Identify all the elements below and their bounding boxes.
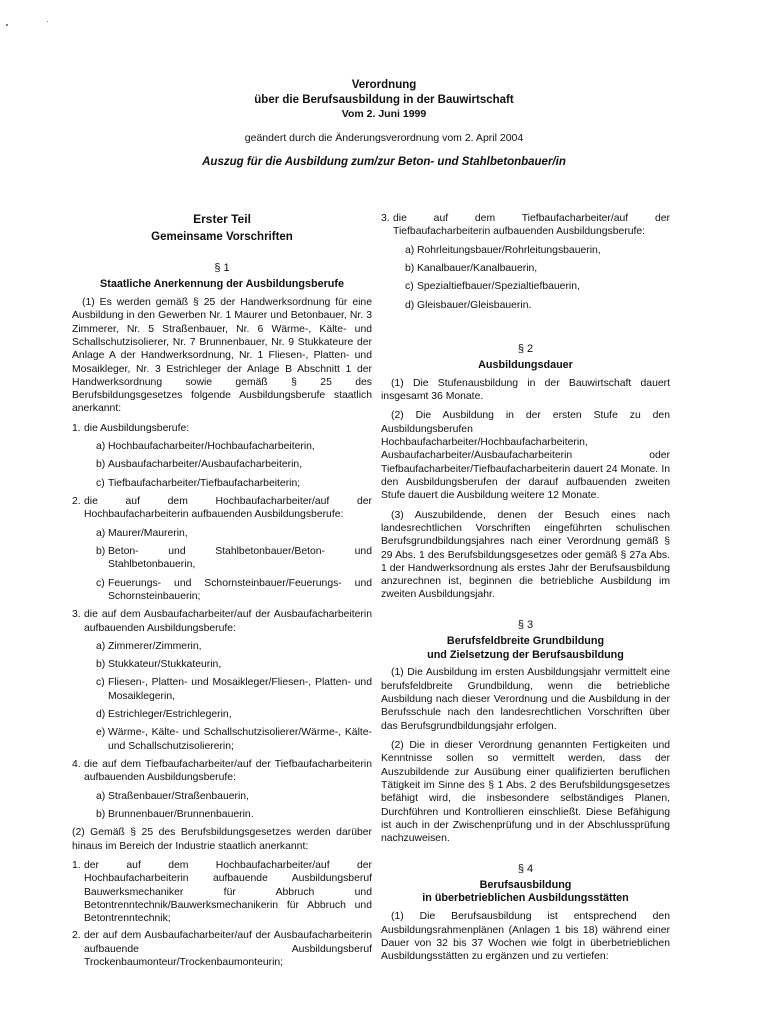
- list-item-text: die auf dem Ausbaufacharbeiter/auf der Ausbaufacharbeiterin aufbauenden Ausbildungsberufe:: [84, 609, 372, 634]
- sub-list-item: [84, 676, 372, 703]
- sub-list-item-text: Estrichleger/Estrichlegerin,: [108, 709, 232, 721]
- sub-list: [84, 440, 372, 490]
- sub-list-item: [84, 790, 372, 803]
- document-date: Vom 2. Juni 1999: [341, 108, 427, 121]
- sub-list-item-text: Gleisbauer/Gleisbauerin.: [417, 299, 532, 311]
- sub-list-item-text: Beton- und Stahlbetonbauer/Beton- und Stahlbetonbauerin,: [108, 545, 372, 571]
- sub-list-item-text: Tiefbaufacharbeiter/Tiefbaufacharbeiterin;: [108, 477, 301, 489]
- sub-list-marker: d): [405, 299, 415, 311]
- list-item: [72, 758, 372, 821]
- left-column: [72, 212, 372, 973]
- section-heading: Berufsfeldbreite Grundbildung: [446, 634, 605, 647]
- scan-speck: [47, 21, 48, 22]
- sub-list-item: [84, 708, 372, 721]
- list-marker: 1.: [72, 859, 81, 871]
- sub-list-item: [393, 299, 670, 312]
- list-item-text: die Ausbildungsberufe:: [84, 422, 190, 434]
- sub-list-marker: d): [96, 709, 106, 721]
- document-title: Verordnung: [351, 79, 417, 91]
- sub-list-marker: a): [96, 640, 106, 652]
- list-item-text: die auf dem Hochbaufacharbeiter/auf der Hochbaufacharbeiterin aufbauenden Ausbildungsberufe:: [84, 496, 372, 521]
- sub-list-item: [84, 640, 372, 653]
- sub-list-item: [84, 527, 372, 540]
- sub-list-item: [84, 577, 372, 604]
- sub-list-item: [393, 244, 670, 257]
- sub-list-item-text: Spezialtiefbauer/Spezialtiefbauerin,: [417, 281, 580, 293]
- sub-list-marker: a): [405, 244, 415, 256]
- sub-list-marker: b): [96, 808, 106, 820]
- document-header: [0, 78, 768, 170]
- sub-list-marker: c): [405, 281, 414, 293]
- list-marker: 2.: [72, 496, 81, 508]
- paragraph: (3) Auszubildende, denen der Besuch eines nach landesrechtlichen Vorschriften eingeführten schulischen Berufsgrundbildungsjahres nach einer Verordnung gemäß § 29 Abs. 1 des Berufsbildungsgesetzes oder gemäß § 27a Abs. 1 der Handwerksordnung als erstes Jahr der Berufsausbildung anzurechnen ist, beginnen die betriebliche Ausbildung im zweiten Ausbildungsjahr.: [381, 509, 670, 601]
- sub-list-marker: b): [96, 659, 106, 671]
- right-column: [381, 212, 670, 969]
- sub-list-marker: b): [96, 459, 106, 471]
- sub-list-marker: a): [96, 441, 106, 453]
- list-item: [72, 929, 372, 969]
- part-subtitle: Gemeinsame Vorschriften: [151, 231, 293, 244]
- part-title: Erster Teil: [193, 212, 251, 226]
- numbered-list: [72, 422, 372, 822]
- list-item: [72, 608, 372, 753]
- sub-list-item-text: Brunnenbauer/Brunnenbauerin.: [108, 808, 254, 820]
- list-marker: 3.: [72, 609, 81, 621]
- list-marker: 2.: [72, 930, 81, 942]
- section-heading: in überbetrieblichen Ausbildungsstätten: [422, 892, 629, 905]
- list-continuation: [381, 212, 670, 312]
- paragraph: (1) Die Ausbildung im ersten Ausbildungsjahr vermittelt eine berufsfeldbreite Grundbildung, wenn die betriebliche Ausbildung nach dieser Verordnung und die Ausbildung in der Berufsschule nach den landesrechtlichen Vorschriften über das Berufsgrundbildungsjahr erfolgen.: [381, 667, 670, 732]
- numbered-list: [381, 212, 670, 312]
- sub-list-marker: c): [96, 477, 105, 489]
- list-item-text: die auf dem Tiefbaufacharbeiter/auf der Tiefbaufacharbeiterin aufbauenden Ausbildungsberufe:: [393, 213, 670, 238]
- sub-list: [84, 527, 372, 604]
- sub-list: [84, 790, 372, 822]
- list-item-text: der auf dem Hochbaufacharbeiter/auf der Hochbaufacharbeiterin aufbauende Ausbildungsberuf Bauwerksmechaniker für Abbruch und Betontrenntechnik/Bauwerksmechanikerin für Abbruch und Betontrenntechnik;: [84, 859, 372, 925]
- sub-list-marker: a): [96, 527, 106, 539]
- section-heading: und Zielsetzung der Berufsausbildung: [427, 648, 624, 661]
- sub-list-marker: b): [96, 545, 106, 557]
- section-number: § 4: [517, 862, 534, 875]
- numbered-list: [72, 859, 372, 970]
- section-number: § 2: [517, 342, 534, 355]
- extract-heading: Auszug für die Ausbildung zum/zur Beton- und Stahlbetonbauer/in: [202, 156, 566, 169]
- list-item: [72, 422, 372, 490]
- sub-list-item: [84, 458, 372, 471]
- sub-list-item: [84, 440, 372, 453]
- paragraph: (1) Die Stufenausbildung in der Bauwirtschaft dauert insgesamt 36 Monate.: [381, 377, 670, 403]
- section-heading: Staatliche Anerkennung der Ausbildungsberufe: [100, 278, 344, 291]
- sub-list-item-text: Feuerungs- und Schornsteinbauer/Feuerungs- und Schornsteinbauerin;: [108, 577, 372, 602]
- amendment-note: geändert durch die Änderungsverordnung vom 2. April 2004: [244, 131, 524, 144]
- sub-list-item: [84, 477, 372, 490]
- sub-list-item-text: Maurer/Maurerin,: [108, 527, 188, 539]
- sub-list-item: [84, 658, 372, 671]
- sub-list-item: [393, 280, 670, 293]
- sub-list-item-text: Hochbaufacharbeiter/Hochbaufacharbeiterin,: [108, 441, 315, 453]
- sub-list-item-text: Ausbaufacharbeiter/Ausbaufacharbeiterin,: [108, 459, 303, 471]
- section-heading: Berufsausbildung: [479, 878, 572, 891]
- scan-speck: [6, 24, 8, 26]
- section-heading: Ausbildungsdauer: [478, 358, 573, 371]
- sub-list-item-text: Kanalbauer/Kanalbauerin,: [417, 262, 538, 274]
- section-number: § 3: [517, 618, 534, 631]
- list-marker: 3.: [381, 213, 390, 224]
- list-item-text: die auf dem Tiefbaufacharbeiter/auf der Tiefbaufacharbeiterin aufbauenden Ausbildungsberufe:: [84, 759, 372, 784]
- list-item: [72, 859, 372, 926]
- list-item: [72, 495, 372, 603]
- sub-list-marker: b): [405, 262, 415, 274]
- document-subtitle: über die Berufsausbildung in der Bauwirtschaft: [254, 93, 514, 106]
- paragraph: (1) Die Berufsausbildung ist entsprechend den Ausbildungsrahmenplänen (Anlagen 1 bis 18) während einer Dauer von 32 bis 37 Wochen wie folgt in überbetrieblichen Ausbildungsstätten zu ergänzen und zu vertiefen:: [381, 911, 670, 963]
- sub-list: [393, 244, 670, 312]
- sub-list-item: [84, 545, 372, 572]
- sub-list-item-text: Wärme-, Kälte- und Schallschutzisolierer/Wärme-, Kälte- und Schallschutzisoliererin;: [108, 727, 372, 752]
- paragraph: (2) Gemäß § 25 des Berufsbildungsgesetzes werden darüber hinaus im Bereich der Industrie staatlich anerkannt:: [72, 827, 372, 852]
- list-marker: 1.: [72, 422, 81, 434]
- sub-list-item: [84, 726, 372, 753]
- paragraph: (2) Die Ausbildung in der ersten Stufe zu den Ausbildungsberufen Hochbaufacharbeiter/Hochbaufacharbeiterin, Ausbaufacharbeiter/Ausbaufacharbeiterin oder Tiefbaufacharbeiter/Tiefbaufacharbeiterin dauert 24 Monate. In den Ausbildungsberufen der darauf aufbauenden zweiten Stufe dauert die Ausbildung weitere 12 Monate.: [381, 410, 670, 502]
- sub-list-item: [84, 808, 372, 821]
- paragraph: (1) Es werden gemäß § 25 der Handwerksordnung für eine Ausbildung in den Gewerben Nr. 1 Maurer und Betonbauer, Nr. 3 Zimmerer, Nr. 5 Straßenbauer, Nr. 6 Wärme-, Kälte- und Schallschutzisolierer, Nr. 7 Brunnenbauer, Nr. 9 Stukkateure der Anlage A der Handwerksordnung, Nr. 1 Fliesen-, Platten- und Mosaikleger, Nr. 3 Estrichleger der Anlage B Abschnitt 1 der Handwerksordnung sowie gemäß § 25 des Berufsbildungsgesetzes folgende Ausbildungsberufe staatlich anerkannt:: [72, 296, 372, 415]
- sub-list: [84, 640, 372, 753]
- sub-list-marker: c): [96, 577, 105, 589]
- list-item: [381, 212, 670, 312]
- sub-list-item-text: Straßenbauer/Straßenbauerin,: [108, 790, 249, 802]
- sub-list-marker: c): [96, 677, 105, 689]
- sub-list-item-text: Rohrleitungsbauer/Rohrleitungsbauerin,: [417, 244, 601, 256]
- sub-list-item: [393, 262, 670, 275]
- sub-list-item-text: Zimmerer/Zimmerin,: [108, 640, 202, 652]
- sub-list-marker: a): [96, 790, 106, 802]
- list-item-text: der auf dem Ausbaufacharbeiter/auf der Ausbaufacharbeiterin aufbauende Ausbildungsberuf Trockenbaumonteur/Trockenbaumonteurin;: [84, 930, 372, 969]
- paragraph: (2) Die in dieser Verordnung genannten Fertigkeiten und Kenntnisse sollen so vermittelt werden, dass der Auszubildende zur Ausübung einer qualifizierten beruflichen Tätigkeit im Sinne des § 1 Abs. 2 des Berufsbildungsgesetzes befähigt wird, die insbesondere selbständiges Planen, Durchführen und Kontrollieren einschließt. Diese Befähigung ist auch in der Zwischenprüfung und in der Abschlussprüfung nachzuweisen.: [381, 740, 670, 845]
- list-marker: 4.: [72, 759, 81, 771]
- sub-list-marker: e): [96, 727, 106, 739]
- sub-list-item-text: Stukkateur/Stukkateurin,: [108, 659, 222, 671]
- section-number: § 1: [214, 262, 230, 275]
- sub-list-item-text: Fliesen-, Platten- und Mosaikleger/Fliesen-, Platten- und Mosaiklegerin,: [108, 677, 372, 702]
